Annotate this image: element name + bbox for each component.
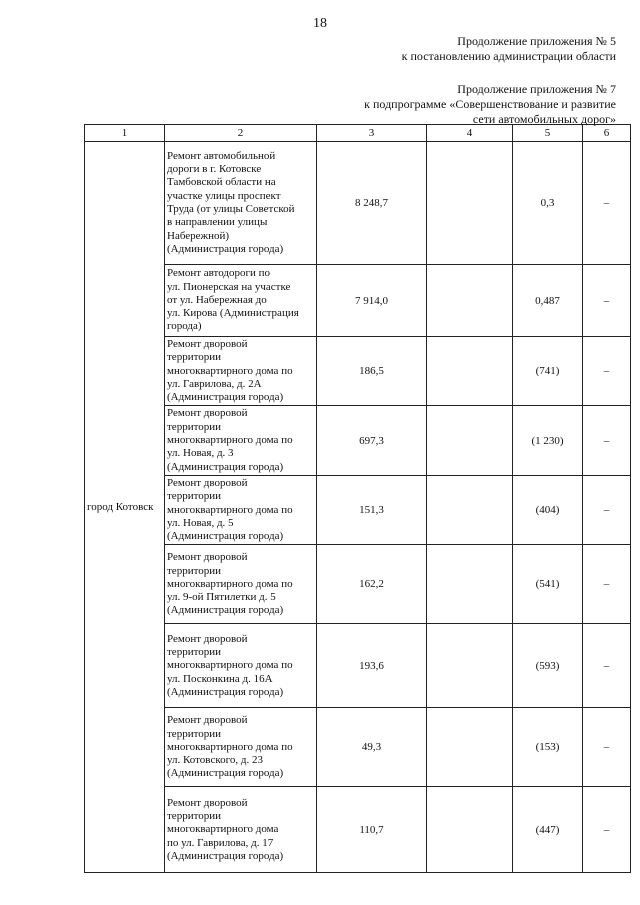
description-line: территории (167, 564, 222, 577)
value-cell-c6: – (583, 475, 631, 544)
description-line: многоквартирного дома по (167, 659, 293, 672)
value-cell-c6: – (583, 787, 631, 873)
description-line: ул. Пионерская на участке (167, 280, 291, 293)
description-cell (165, 265, 317, 337)
description-cell (165, 142, 317, 265)
description-line: участке улицы проспект (167, 189, 281, 202)
description-line: территории (167, 351, 222, 364)
appendix-header-5-line2: к постановлению администрации области (401, 49, 616, 63)
description-line: ул. Кирова (Администрация (167, 307, 299, 320)
description-line: Ремонт дворовой (167, 551, 248, 564)
table-row (85, 406, 631, 475)
value-cell-c4 (427, 142, 513, 265)
column-header-1: 1 (85, 125, 165, 142)
table-row (85, 265, 631, 337)
value-cell-c6: – (583, 545, 631, 624)
description-line: города) (167, 320, 202, 333)
description-line: многоквартирного дома по (167, 740, 293, 753)
table-row (85, 142, 631, 265)
value-cell-c3: 186,5 (317, 337, 427, 406)
value-cell-c3: 162,2 (317, 545, 427, 624)
value-cell-c4 (427, 545, 513, 624)
description-line: ул. Посконкина д. 16А (167, 672, 273, 685)
description-line: многоквартирного дома по (167, 577, 293, 590)
description-line: Ремонт дворовой (167, 338, 248, 350)
value-cell-c4 (427, 337, 513, 406)
value-cell-c6: – (583, 624, 631, 708)
description-line: Ремонт автомобильной (167, 149, 276, 162)
description-cell (165, 708, 317, 787)
table-row (85, 337, 631, 406)
description-line: многоквартирного дома по (167, 503, 293, 516)
description-line: многоквартирного дома (167, 823, 279, 836)
table-row (85, 624, 631, 708)
appendix-header-7 (364, 82, 616, 127)
column-header-5: 5 (513, 125, 583, 142)
description-line: территории (167, 810, 222, 822)
value-cell-c6: – (583, 708, 631, 787)
value-cell-c5: 0,487 (513, 265, 583, 337)
description-line: (Администрация города) (167, 685, 284, 698)
value-cell-c5: 0,3 (513, 142, 583, 265)
column-header-4: 4 (427, 125, 513, 142)
description-line: (Администрация города) (167, 460, 284, 473)
value-cell-c3: 49,3 (317, 708, 427, 787)
column-number-row (85, 125, 631, 142)
appendix-header-7-line3: сети автомобильных дорог» (472, 112, 616, 126)
description-line: Ремонт дворовой (167, 476, 248, 489)
value-cell-c5: (153) (513, 708, 583, 787)
appendix-header-5 (402, 34, 616, 64)
table-body (85, 142, 631, 873)
table-row (85, 787, 631, 873)
description-cell (165, 475, 317, 544)
description-line: ул. Гаврилова, д. 2А (167, 377, 262, 390)
description-cell (165, 787, 317, 873)
description-line: в направлении улицы (167, 216, 268, 229)
repair-table (84, 124, 631, 873)
value-cell-c4 (427, 406, 513, 475)
description-line: ул. 9-ой Пятилетки д. 5 (167, 591, 276, 604)
description-line: территории (167, 420, 222, 433)
description-line: Тамбовской области на (167, 176, 276, 189)
description-line: многоквартирного дома по (167, 434, 293, 447)
description-cell (165, 545, 317, 624)
description-line: (Администрация города) (167, 242, 284, 255)
description-line: (Администрация города) (167, 604, 284, 617)
value-cell-c3: 110,7 (317, 787, 427, 873)
column-header-2: 2 (165, 125, 317, 142)
appendix-header-7-line1: Продолжение приложения № 7 (457, 82, 616, 96)
value-cell-c4 (427, 708, 513, 787)
description-line: ул. Новая, д. 5 (167, 516, 234, 529)
description-line: Ремонт дворовой (167, 714, 248, 727)
value-cell-c3: 151,3 (317, 475, 427, 544)
appendix-header-5-line1: Продолжение приложения № 5 (457, 34, 616, 48)
description-line: территории (167, 646, 222, 658)
description-line: Ремонт дворовой (167, 407, 248, 420)
description-line: от ул. Набережная до (167, 293, 267, 306)
value-cell-c4 (427, 265, 513, 337)
table-row (85, 708, 631, 787)
value-cell-c5: (404) (513, 475, 583, 544)
description-line: ул. Котовского, д. 23 (167, 754, 263, 767)
city-cell: город Котовск (85, 142, 165, 873)
description-line: (Администрация города) (167, 767, 284, 780)
value-cell-c5: (593) (513, 624, 583, 708)
value-cell-c5: (447) (513, 787, 583, 873)
value-cell-c5: (541) (513, 545, 583, 624)
description-line: Ремонт автодороги по (167, 267, 271, 280)
value-cell-c6: – (583, 337, 631, 406)
value-cell-c4 (427, 624, 513, 708)
value-cell-c3: 193,6 (317, 624, 427, 708)
description-line: Набережной) (167, 229, 230, 242)
description-line: территории (167, 490, 222, 503)
description-line: дороги в г. Котовске (167, 163, 262, 176)
description-line: (Администрация города) (167, 849, 284, 862)
value-cell-c3: 697,3 (317, 406, 427, 475)
value-cell-c4 (427, 787, 513, 873)
value-cell-c3: 8 248,7 (317, 142, 427, 265)
value-cell-c5: (1 230) (513, 406, 583, 475)
description-line: (Администрация города) (167, 391, 284, 404)
value-cell-c6: – (583, 142, 631, 265)
description-line: ул. Новая, д. 3 (167, 447, 234, 460)
description-line: Ремонт дворовой (167, 632, 248, 645)
page-number: 18 (313, 16, 327, 31)
description-line: Ремонт дворовой (167, 796, 248, 809)
table-row (85, 475, 631, 544)
table-row (85, 545, 631, 624)
description-line: по ул. Гаврилова, д. 17 (167, 836, 274, 849)
description-cell (165, 624, 317, 708)
description-cell (165, 406, 317, 475)
value-cell-c6: – (583, 406, 631, 475)
appendix-header-7-line2: к подпрограмме «Совершенствование и развитие (364, 97, 616, 111)
value-cell-c4 (427, 475, 513, 544)
value-cell-c6: – (583, 265, 631, 337)
description-line: (Администрация города) (167, 530, 284, 543)
value-cell-c5: (741) (513, 337, 583, 406)
column-header-3: 3 (317, 125, 427, 142)
description-line: Труда (от улицы Советской (167, 203, 295, 215)
description-line: территории (167, 727, 222, 740)
value-cell-c3: 7 914,0 (317, 265, 427, 337)
column-header-6: 6 (583, 125, 631, 142)
description-line: многоквартирного дома по (167, 364, 293, 377)
description-cell (165, 337, 317, 406)
